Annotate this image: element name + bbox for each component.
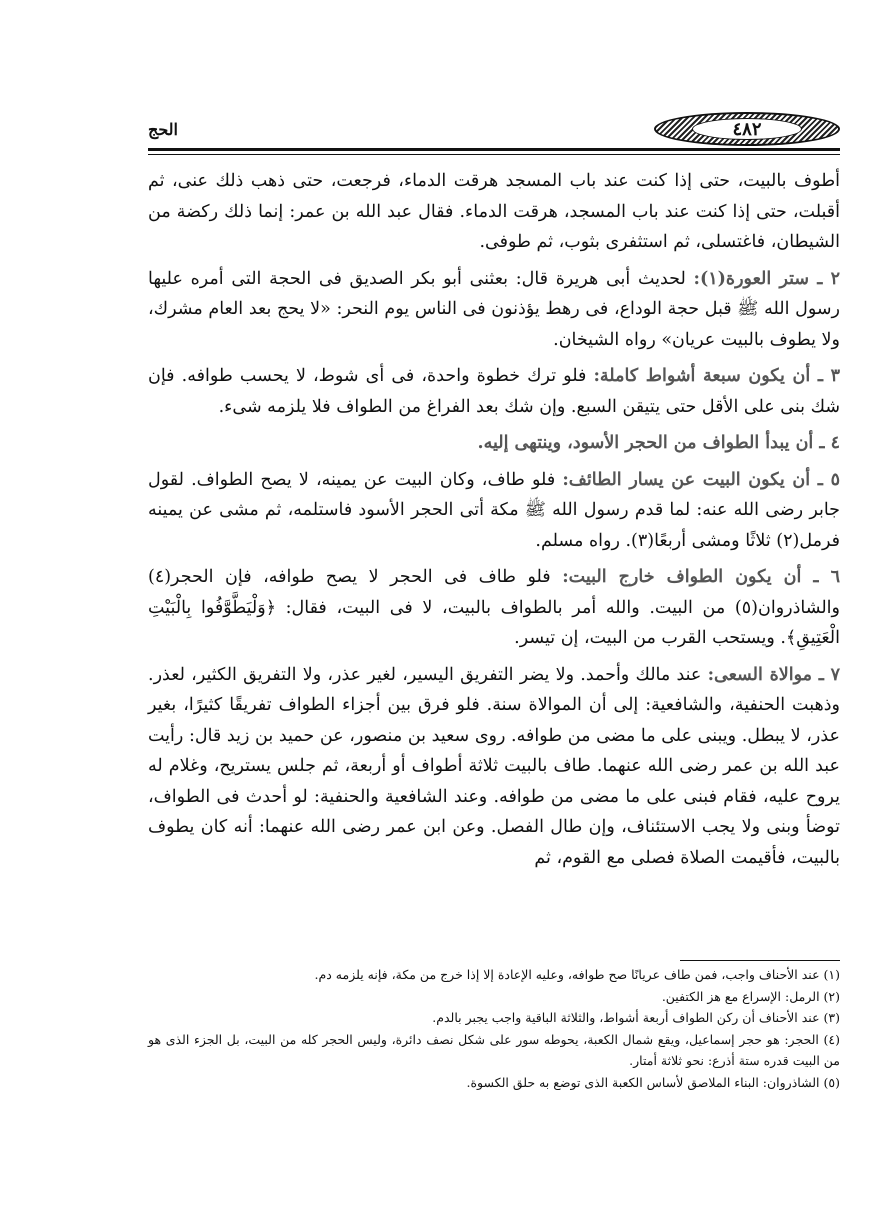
paragraph <box>148 465 840 557</box>
paragraph <box>148 264 840 356</box>
paragraph <box>148 562 840 654</box>
page-number-ornament <box>654 112 840 146</box>
footnote: (٢) الرمل: الإسراع مع هز الكتفين. <box>661 988 840 1004</box>
header-rule-thick <box>148 148 840 151</box>
paragraph <box>148 166 840 258</box>
paragraph-lead: ٦ ـ أن يكون الطواف خارج البيت: <box>562 567 840 587</box>
page-number: ٤٨٢ <box>692 118 802 140</box>
paragraph-lead: ٢ ـ ستر العورة(١): <box>693 268 840 289</box>
footnote-separator <box>680 960 840 961</box>
paragraph-lead: ٧ ـ موالاة السعى: <box>707 664 841 685</box>
paragraph-text: لحديث أبى هريرة قال: بعثنى أبو بكر الصديق فى الحجة التى أمره عليها رسول الله ﷺ قبل حجة الوداع، فى رهط يؤذنون فى الناس يوم النحر: «لا يحج بعد العام مشرك، ولا يطوف بالبيت عريان» رواه الشيخان. <box>148 268 840 350</box>
paragraph-lead: ٥ ـ أن يكون البيت عن يسار الطائف: <box>562 469 840 490</box>
paragraph-text: فلو طاف، وكان البيت عن يمينه، لا يصح الطواف. لقول جابر رضى الله عنه: لما قدم رسول الله ﷺ مكة أتى الحجر الأسود فاستلمه، ثم مشى عن يمينه فرمل(٢) ثلاثًا ومشى أربعًا(٣). رواه مسلم. <box>148 469 840 551</box>
paragraph-text: فلو ترك خطوة واحدة، فى أى شوط، لا يحسب طوافه. فإن شك بنى على الأقل حتى يتيقن السبع. وإن شك بعد الفراغ من الطواف فلا يلزمه شىء. <box>148 366 840 417</box>
paragraph-text: أطوف بالبيت، حتى إذا كنت عند باب المسجد هرقت الدماء، فرجعت، حتى ذهب ذلك عنى، ثم أقبلت، حتى إذا كنت عند باب المسجد، هرقت الدماء. فقال عبد الله بن عمر: إنما ذلك ركضة من الشيطان، فاغتسلى، ثم استثفرى بثوب، ثم طوفى. <box>148 171 840 252</box>
paragraph-lead: ٤ ـ أن يبدأ الطواف من الحجر الأسود، وينتهى إليه. <box>477 433 840 453</box>
paragraph <box>148 660 840 874</box>
paragraph <box>148 361 840 422</box>
paragraph <box>148 428 840 459</box>
footnote: (٣) عند الأحناف أن ركن الطواف أربعة أشواط، والثلاثة الباقية واجب يجبر بالدم. <box>432 1010 840 1025</box>
page-header <box>148 112 840 152</box>
footnote: (١) عند الأحناف واجب، فمن طاف عريانًا صح طوافه، وعليه الإعادة إلا إذا خرج من مكة، فإنه يلزمه دم. <box>314 967 840 982</box>
footnote: (٤) الحجر: هو حجر إسماعيل، ويقع شمال الكعبة، يحوطه سور على شكل نصف دائرة، وليس الحجر كله من البيت، بل الجزء الذى هو من البيت قدره ستة أذرع: نحو ثلاثة أمتار. <box>148 1031 840 1068</box>
paragraph-text: فلو طاف فى الحجر لا يصح طوافه، فإن الحجر(٤) والشاذروان(٥) من البيت. والله أمر بالطواف بالبيت، لا فى البيت، فقال: ﴿وَلْيَطَّوَّفُوا بِالْبَيْتِ الْعَتِيقِ﴾. ويستحب القرب من البيت، إن تيسر. <box>148 567 840 648</box>
main-text <box>148 166 840 879</box>
faint-stamp-mark <box>120 1166 180 1174</box>
section-title: الحج <box>148 120 178 139</box>
paragraph-text: عند مالك وأحمد. ولا يضر التفريق اليسير، لغير عذر، ولا التفريق الكثير، لعذر. وذهبت الحنفية، والشافعية: إلى أن الموالاة سنة. فلو فرق بين أجزاء الطواف تفريقًا كثيرًا، بغير عذر، لا يبطل. ويبنى على ما مضى من طوافه. روى سعيد بن منصور، عن حميد بن زيد قال: رأيت عبد الله بن عمر رضى الله عنهما. طاف بالبيت ثلاثة أطواف أو أربعة، ثم جلس يستريح، وغلام له يروح عليه، فقام فبنى على ما مضى من طوافه. وعند الشافعية والحنفية: لو أحدث فى الطواف، توضأ وبنى ولا يجب الاستئناف، وإن طال الفصل. وعن ابن عمر رضى الله عنهما: أنه كان يطوف بالبيت، فأقيمت الصلاة فصلى مع القوم، ثم <box>148 664 840 868</box>
footnotes <box>148 964 840 1093</box>
paragraph-lead: ٣ ـ أن يكون سبعة أشواط كاملة: <box>593 366 840 386</box>
header-rule-thin <box>148 154 840 155</box>
footnote: (٥) الشاذروان: البناء الملاصق لأساس الكعبة الذى توضع به حلق الكسوة. <box>466 1074 840 1090</box>
